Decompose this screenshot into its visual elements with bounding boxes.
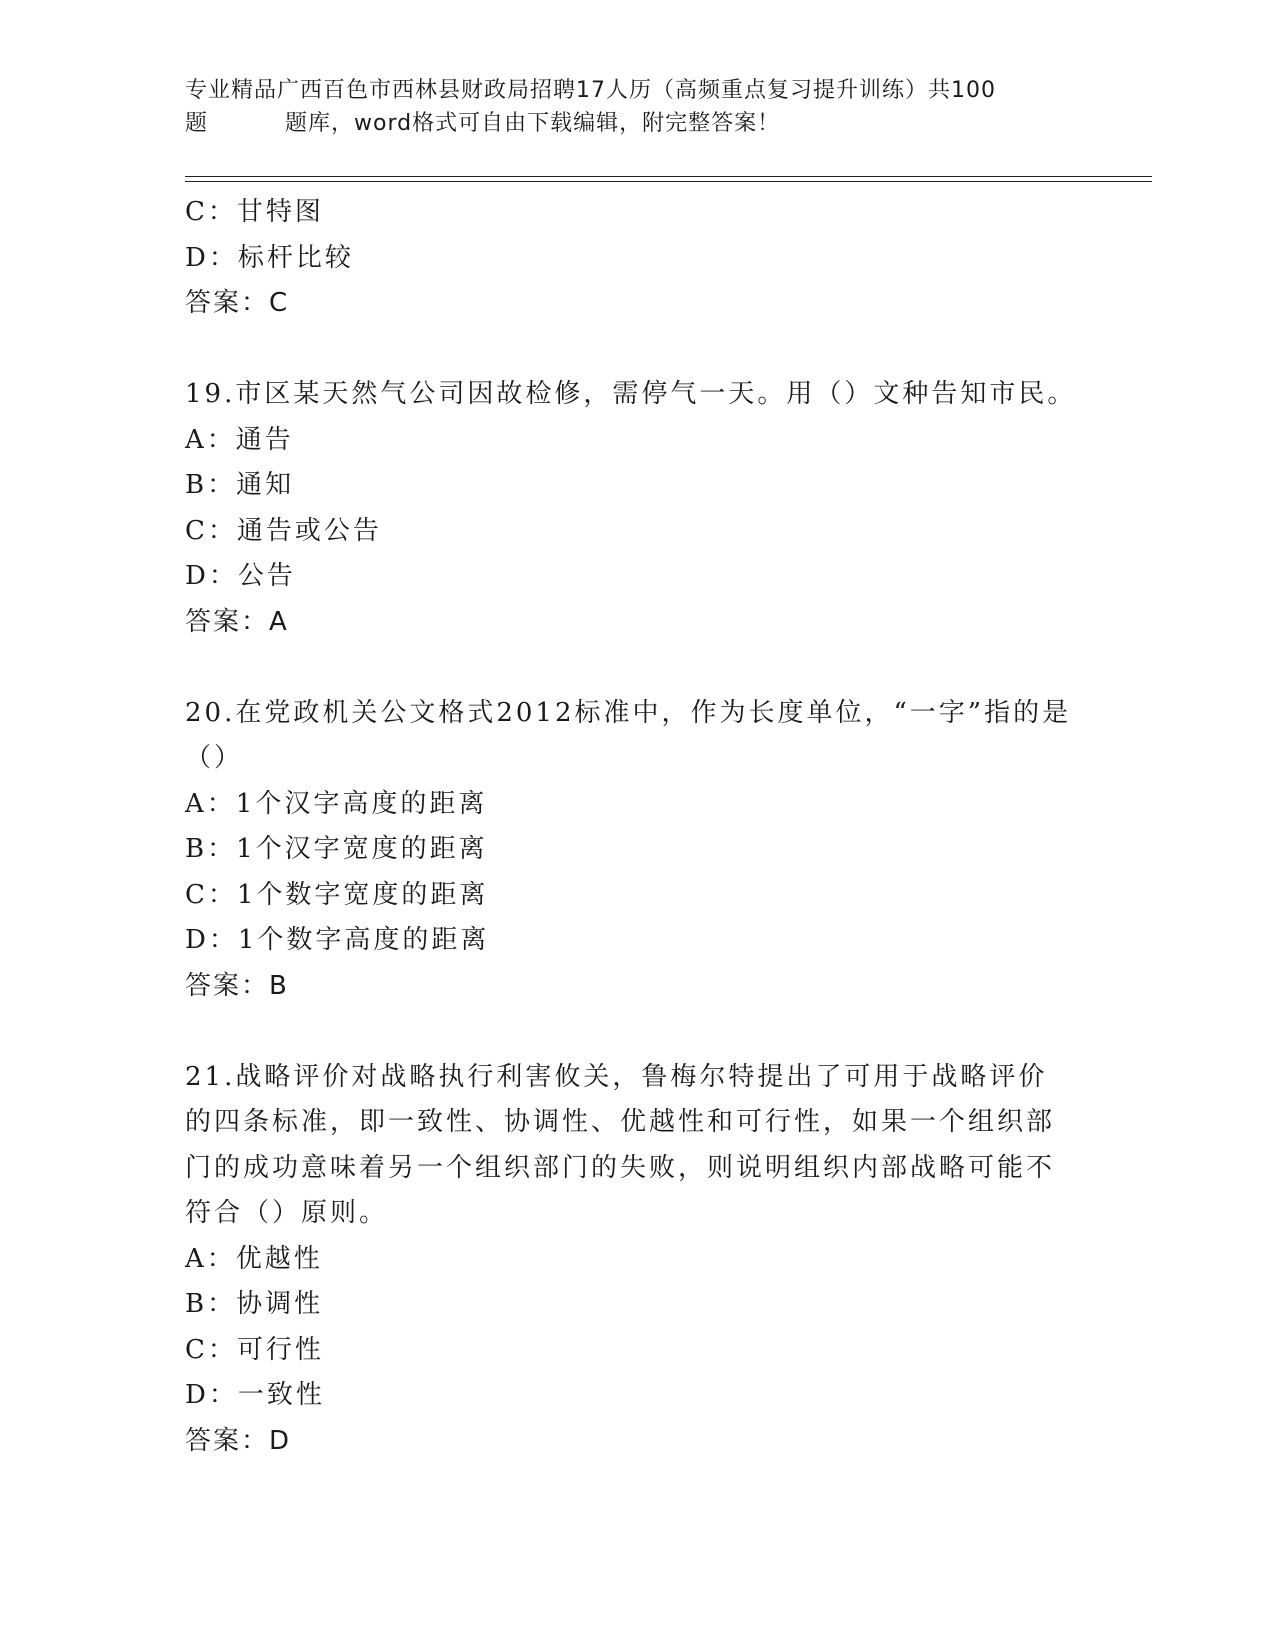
option-a: A：通告 [185,424,294,455]
option-d: D：一致性 [185,1380,325,1410]
option-b: B：通知 [185,470,295,500]
answer: 答案：D [185,1425,292,1456]
answer: 答案：C [185,288,290,318]
header-title-fragment: 题 [185,111,209,136]
option-d: D：1个数字高度的距离 [185,925,490,955]
document-header [185,74,1075,140]
header-title-fragment: 题库，word格式可自由下载编辑，附完整答案！ [285,111,781,136]
option-c: C：可行性 [185,1334,324,1365]
question-21-stem: 21.战略评价对战略执行利害攸关，鲁梅尔特提出了可用于战略评价的四条标准，即一致性、协调性、优越性和可行性，如果一个组织部门的成功意味着另一个组织部门的失败，则说明组织内部战略可能不符合（）原则。 [185,1061,1056,1228]
spacer [185,327,1085,373]
question-20-stem: 20.在党政机关公文格式2012标准中，作为长度单位，“一字”指的是（） [185,697,1072,773]
answer: 答案：B [185,970,289,1001]
option-b: B：协调性 [185,1289,324,1319]
header-title-line-2 [185,107,1075,140]
option-b: B：1个汉字宽度的距离 [185,834,488,864]
option-c: C：1个数字宽度的距离 [185,879,489,910]
spacer [185,645,1085,691]
option-a: A：优越性 [185,1243,323,1274]
option-d: D：标杆比较 [185,242,354,273]
option-c: C：甘特图 [185,197,324,227]
option-a: A：1个汉字高度的距离 [185,788,488,819]
question-19-stem: 19.市区某天然气公司因故检修，需停气一天。用（）文种告知市民。 [185,379,1077,409]
spacer [185,1009,1085,1055]
answer: 答案：A [185,606,289,637]
header-divider-top [185,176,1152,177]
question-content [185,190,1085,1464]
option-d: D：公告 [185,561,296,591]
option-c: C：通告或公告 [185,515,382,546]
header-title-line-1: 专业精品广西百色市西林县财政局招聘17人历（高频重点复习提升训练）共100 [185,78,996,103]
header-divider-bottom [185,181,1152,182]
